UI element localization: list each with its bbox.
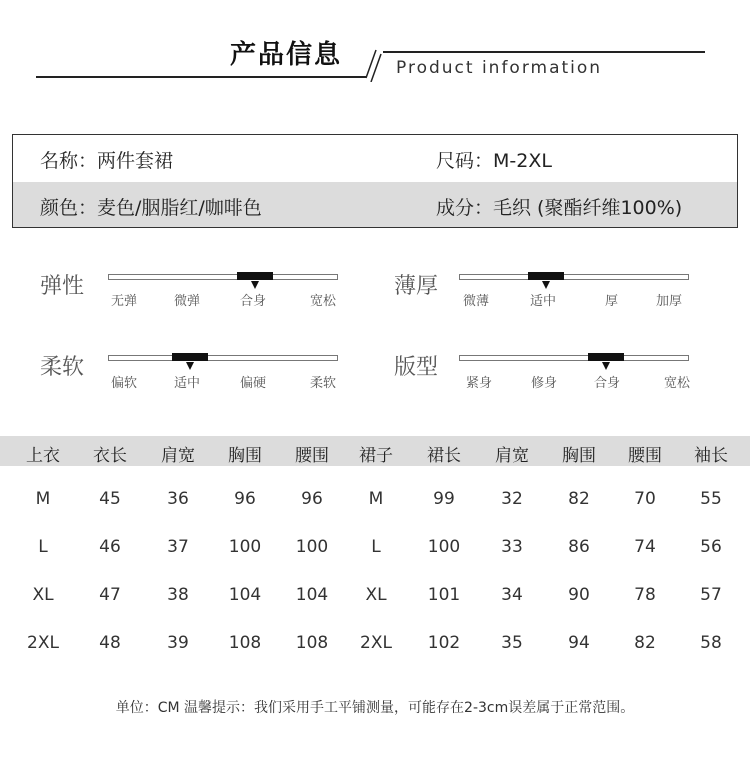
- scale-title-softness: 柔软: [40, 355, 85, 380]
- scale-label: 合身: [240, 294, 267, 309]
- size-table-cell: 101: [427, 585, 461, 605]
- size-table-cell: 100: [228, 537, 262, 557]
- scale-bar-softness: [108, 355, 338, 361]
- size-table-header-cell: 裙长: [427, 446, 461, 466]
- size-table-cell: 36: [167, 489, 189, 509]
- size-table-cell: 104: [228, 585, 262, 605]
- scale-bar-elasticity: [108, 274, 338, 280]
- title-underline-left: [36, 76, 366, 78]
- size-table-header-cell: 上衣: [26, 446, 60, 466]
- size-table-cell: M: [35, 489, 51, 509]
- scale-bar-fit: [459, 355, 689, 361]
- size-table-header-cell: 肩宽: [495, 446, 529, 466]
- size-table-cell: 74: [634, 537, 656, 557]
- scale-marker-thickness: [528, 272, 564, 280]
- size-table-cell: 100: [427, 537, 461, 557]
- size-table-cell: 82: [634, 633, 656, 653]
- size-table-cell: 58: [700, 633, 722, 653]
- size-table-cell: 56: [700, 537, 722, 557]
- scale-label: 加厚: [656, 294, 683, 309]
- size-table-cell: 70: [634, 489, 656, 509]
- size-table-cell: XL: [32, 585, 54, 605]
- scale-label: 适中: [174, 376, 201, 391]
- size-table-cell: 39: [167, 633, 189, 653]
- size-table-cell: 34: [501, 585, 523, 605]
- size-table-cell: 90: [568, 585, 590, 605]
- scale-title-fit: 版型: [394, 355, 439, 380]
- size-table-header-cell: 胸围: [228, 446, 262, 466]
- scale-label: 微薄: [463, 294, 490, 309]
- size-table-header-cell: 衣长: [93, 446, 127, 466]
- size-table-cell: 37: [167, 537, 189, 557]
- size-table-cell: 96: [234, 489, 256, 509]
- scale-title-thickness: 薄厚: [394, 274, 439, 299]
- scale-label: 修身: [531, 376, 558, 391]
- scale-label: 厚: [605, 294, 619, 309]
- product-size-range: 尺码：M-2XL: [436, 150, 552, 172]
- page-subtitle: Product information: [396, 58, 603, 78]
- size-table-cell: 104: [295, 585, 329, 605]
- scale-label: 适中: [530, 294, 557, 309]
- size-table-header-cell: 裙子: [359, 446, 393, 466]
- size-table-cell: 38: [167, 585, 189, 605]
- size-table-cell: 78: [634, 585, 656, 605]
- size-table-cell: L: [371, 537, 381, 557]
- size-table-cell: 100: [295, 537, 329, 557]
- size-table-cell: 48: [99, 633, 121, 653]
- size-table-cell: 47: [99, 585, 121, 605]
- size-table-cell: XL: [365, 585, 387, 605]
- scale-marker-softness: [172, 353, 208, 361]
- scale-label: 微弹: [174, 294, 201, 309]
- size-table-cell: 57: [700, 585, 722, 605]
- measurement-note: 单位：CM 温馨提示：我们采用手工平铺测量，可能存在2-3cm误差属于正常范围。: [115, 700, 635, 716]
- size-table-cell: 99: [433, 489, 455, 509]
- size-table-header-cell: 胸围: [562, 446, 596, 466]
- scale-pointer-thickness: [542, 281, 550, 289]
- scale-bar-thickness: [459, 274, 689, 280]
- scale-label: 偏硬: [240, 376, 267, 391]
- slash-divider: [362, 48, 382, 82]
- size-table-cell: L: [38, 537, 48, 557]
- size-table-cell: 108: [228, 633, 262, 653]
- scale-label: 柔软: [310, 376, 337, 391]
- size-table-cell: 35: [501, 633, 523, 653]
- scale-pointer-elasticity: [251, 281, 259, 289]
- scale-label: 紧身: [466, 376, 493, 391]
- product-name: 名称：两件套裙: [40, 150, 174, 172]
- title-overline-right: [383, 51, 705, 53]
- scale-title-elasticity: 弹性: [40, 274, 85, 299]
- scale-marker-elasticity: [237, 272, 273, 280]
- size-table-cell: 108: [295, 633, 329, 653]
- size-table-cell: 96: [301, 489, 323, 509]
- size-table-cell: 102: [427, 633, 461, 653]
- scale-marker-fit: [588, 353, 624, 361]
- scale-label: 合身: [594, 376, 621, 391]
- size-table-cell: 32: [501, 489, 523, 509]
- scale-label: 宽松: [310, 294, 337, 309]
- size-table-header-cell: 腰围: [295, 446, 329, 466]
- page-title: 产品信息: [230, 40, 343, 70]
- size-table-cell: 94: [568, 633, 590, 653]
- size-table-header-cell: 肩宽: [161, 446, 195, 466]
- size-table-cell: 46: [99, 537, 121, 557]
- size-table-cell: 33: [501, 537, 523, 557]
- size-table-cell: 55: [700, 489, 722, 509]
- size-table-cell: 45: [99, 489, 121, 509]
- scale-label: 宽松: [664, 376, 691, 391]
- scale-pointer-fit: [602, 362, 610, 370]
- scale-label: 无弹: [111, 294, 138, 309]
- size-table-cell: 2XL: [27, 633, 59, 653]
- scale-pointer-softness: [186, 362, 194, 370]
- size-table-header-cell: 腰围: [628, 446, 662, 466]
- size-table-cell: 2XL: [360, 633, 392, 653]
- size-table-cell: 86: [568, 537, 590, 557]
- product-colors: 颜色：麦色/胭脂红/咖啡色: [40, 197, 262, 219]
- size-table-cell: M: [368, 489, 384, 509]
- size-table-header-cell: 袖长: [694, 446, 728, 466]
- size-table-cell: 82: [568, 489, 590, 509]
- scale-label: 偏软: [111, 376, 138, 391]
- product-material: 成分：毛织 (聚酯纤维100%): [436, 197, 683, 219]
